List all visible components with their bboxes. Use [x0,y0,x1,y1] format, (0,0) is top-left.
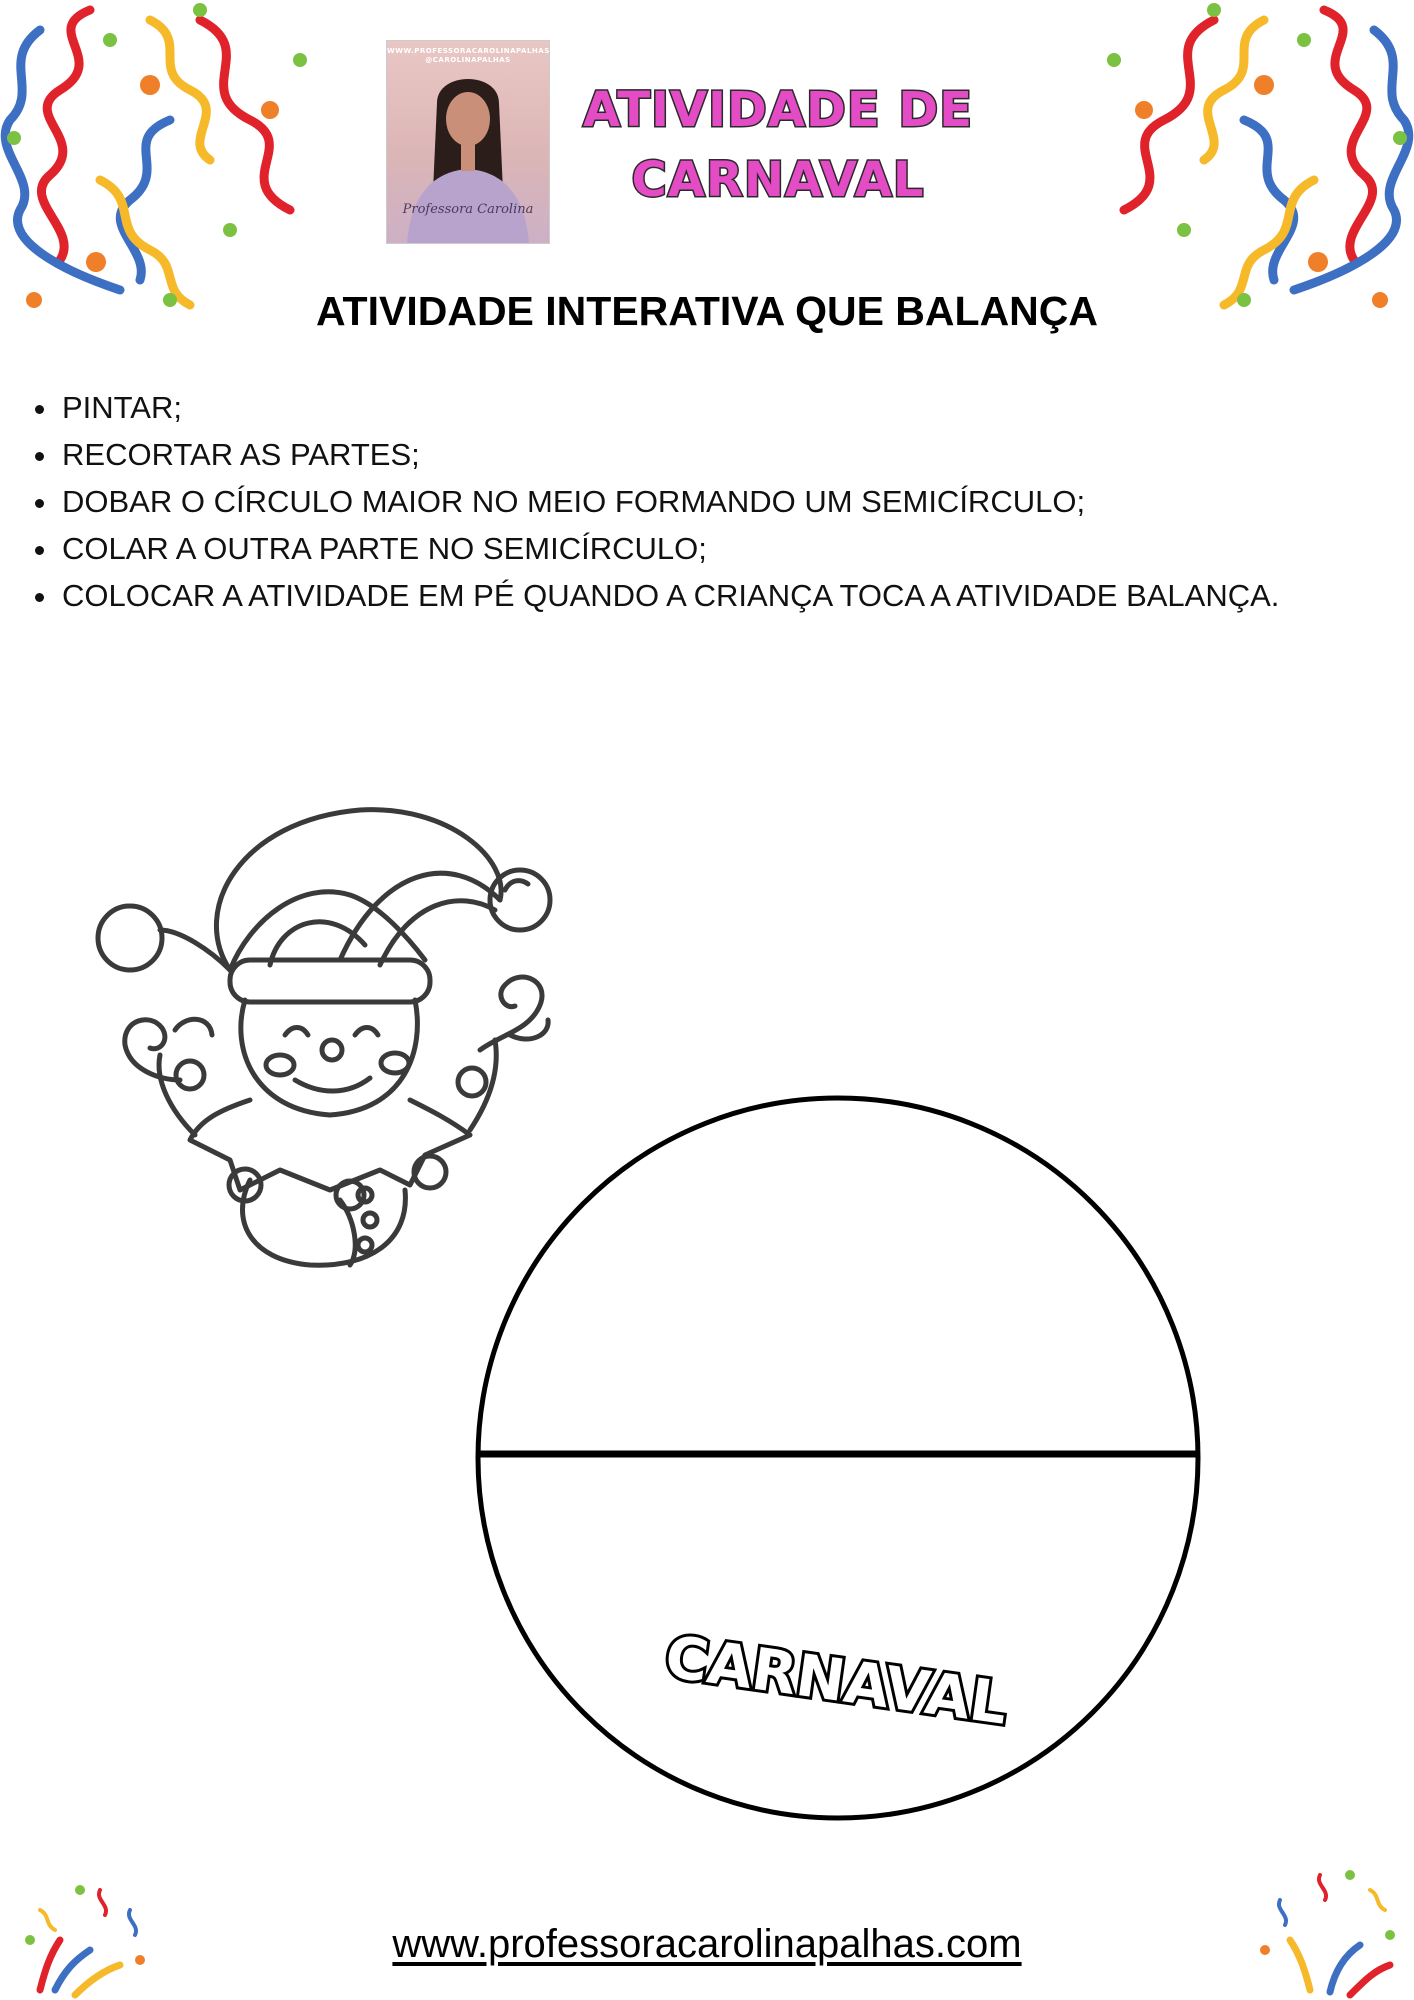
instruction-list [24,384,1380,619]
person-silhouette-icon [387,41,573,243]
list-item: • COLAR A OUTRA PARTE NO SEMICÍRCULO; [60,525,1380,572]
streamer-confetti-icon-right [1074,0,1414,320]
list-item: • PINTAR; [60,384,1380,431]
author-photo [386,40,573,244]
list-item: • RECORTAR AS PARTES; [60,431,1380,478]
streamer-confetti-icon-left [0,0,340,320]
page-title-line1: ATIVIDADE DE [583,82,973,138]
footer-url-link[interactable]: www.professoracarolinapalhas.com [392,1922,1022,1966]
photo-caption: WWW.PROFESSORACAROLINAPALHAS.COM @CAROLINAPALHAS [387,47,573,64]
circle-label: CARNAVAL [661,1622,1012,1738]
list-item: • COLOCAR A ATIVIDADE EM PÉ QUANDO A CRIANÇA TOCA A ATIVIDADE BALANÇA. [60,572,1380,619]
subtitle: ATIVIDADE INTERATIVA QUE BALANÇA [315,288,1099,334]
list-item: • DOBAR O CÍRCULO MAIOR NO MEIO FORMANDO UM SEMICÍRCULO; [60,478,1380,525]
page-title-line2: CARNAVAL [631,152,925,208]
svg-text:Professora Carolina: Professora Carolina [402,202,534,217]
cutout-circle [470,1090,1210,1830]
